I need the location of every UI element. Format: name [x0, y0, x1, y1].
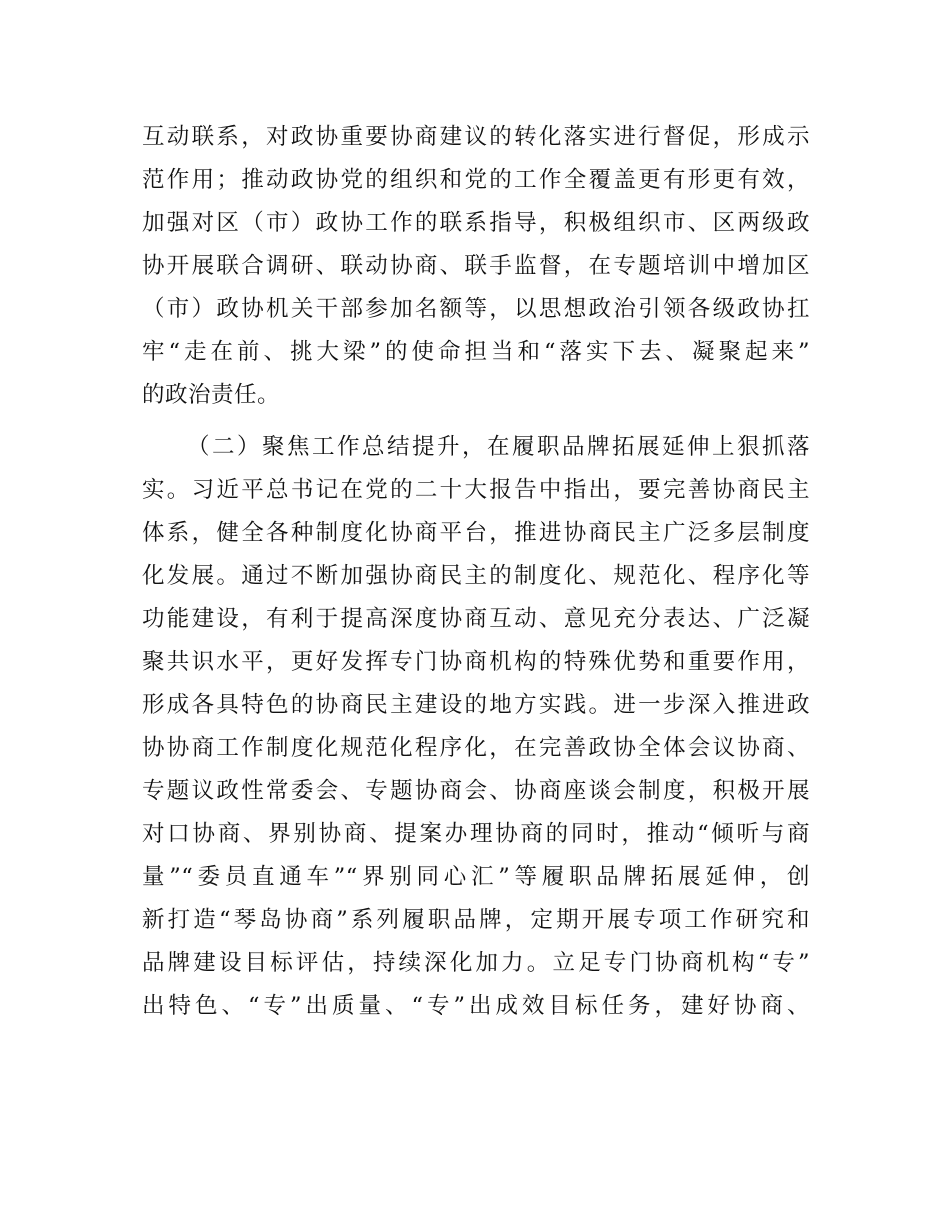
text-line: 加强对区（市）政协工作的联系指导，积极组织市、区两级政: [142, 210, 810, 236]
paragraph-2: [142, 426, 810, 1028]
text-line: 化发展。通过不断加强协商民主的制度化、规范化、程序化等: [142, 563, 810, 589]
text-line: 协开展联合调研、联动协商、联手监督，在专题培训中增加区: [142, 253, 810, 279]
text-line: 互动联系，对政协重要协商建议的转化落实进行督促，形成示: [142, 124, 810, 150]
text-line: 范作用；推动政协党的组织和党的工作全覆盖更有形更有效，: [142, 167, 810, 193]
text-line: 聚共识水平，更好发挥专门协商机构的特殊优势和重要作用，: [142, 649, 810, 675]
text-line: 功能建设，有利于提高深度协商互动、意见充分表达、广泛凝: [142, 606, 810, 632]
text-line: 形成各具特色的协商民主建设的地方实践。进一步深入推进政: [142, 692, 810, 718]
text-line: 专题议政性常委会、专题协商会、协商座谈会制度，积极开展: [142, 778, 810, 804]
text-line: 对口协商、界别协商、提案办理协商的同时，推动“倾听与商: [142, 821, 810, 847]
text-line: 体系，健全各种制度化协商平台，推进协商民主广泛多层制度: [142, 520, 810, 546]
text-line: 量”“委员直通车”“界别同心汇”等履职品牌拓展延伸，创: [142, 864, 810, 890]
text-line: 的政治责任。: [142, 382, 281, 408]
document-body: [142, 116, 810, 1028]
text-line: 牢“走在前、挑大梁”的使命担当和“落实下去、凝聚起来”: [142, 339, 810, 365]
text-line: 实。习近平总书记在党的二十大报告中指出，要完善协商民主: [142, 477, 810, 503]
paragraph-gap: [142, 417, 810, 426]
text-line: 出特色、“专”出质量、“专”出成效目标任务，建好协商、: [142, 993, 810, 1019]
text-line: 品牌建设目标评估，持续深化加力。立足专门协商机构“专”: [142, 950, 810, 976]
section-heading-line: （二）聚焦工作总结提升，在履职品牌拓展延伸上狠抓落: [187, 434, 810, 460]
text-line: 新打造“琴岛协商”系列履职品牌，定期开展专项工作研究和: [142, 907, 810, 933]
paragraph-1: [142, 116, 810, 417]
text-line: （市）政协机关干部参加名额等，以思想政治引领各级政协扛: [142, 296, 810, 322]
text-line: 协协商工作制度化规范化程序化，在完善政协全体会议协商、: [142, 735, 810, 761]
